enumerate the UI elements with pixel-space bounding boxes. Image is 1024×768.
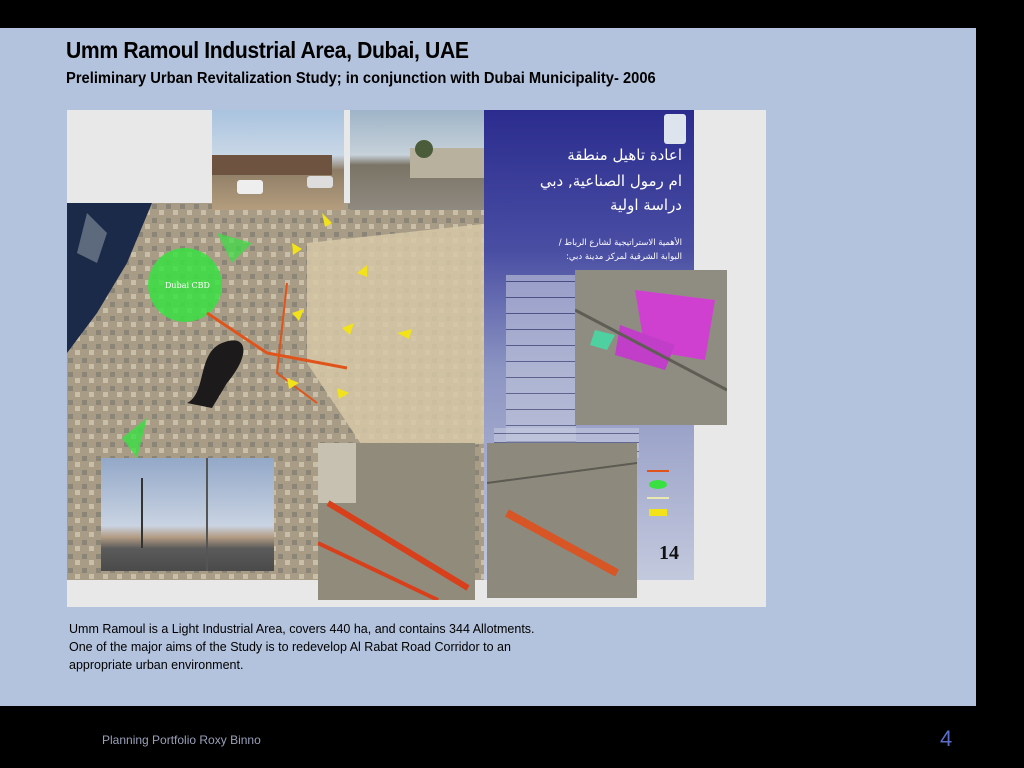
- cbd-label: Dubai CBD: [165, 281, 210, 290]
- corridor-map-1: [318, 443, 475, 600]
- slide-subtitle: Preliminary Urban Revitalization Study; in conjunction with Dubai Municipality- 2006: [66, 70, 656, 87]
- arabic-title-line-3: دراسة اولية: [609, 196, 682, 214]
- street-photo-2: [350, 110, 484, 210]
- arabic-subtitle-line-2: البوابة الشرقية لمركز مدينة دبي:: [566, 252, 682, 262]
- arabic-subtitle-line-1: الأهمية الاستراتيجية لشارع الرباط /: [558, 238, 682, 248]
- street-photo-1: [212, 110, 344, 210]
- slide-title: Umm Ramoul Industrial Area, Dubai, UAE: [66, 37, 469, 63]
- top-black-bar: [0, 0, 1024, 28]
- sheet-number: 14: [659, 542, 679, 564]
- right-black-strip: [976, 28, 1024, 706]
- page-number: 4: [940, 726, 953, 751]
- arabic-title-line-1: اعادة تاهيل منطقة: [567, 146, 682, 164]
- corridor-map-2: [487, 443, 637, 598]
- footer-author: Planning Portfolio Roxy Binno: [102, 733, 261, 747]
- project-board-image: [67, 110, 766, 607]
- municipality-logo: [664, 114, 686, 144]
- site-map-detail: [575, 270, 727, 425]
- map-legend: [647, 465, 675, 525]
- slide-caption: Umm Ramoul is a Light Industrial Area, covers 440 ha, and contains 344 Allotments. One of the major aims of the Study is to redevelop Al Rabat Road Corridor to an appropriate urban environment.: [69, 622, 535, 672]
- road-corridor-photo: [101, 458, 274, 571]
- arabic-title-line-2: ام رمول الصناعية, دبي: [539, 172, 682, 190]
